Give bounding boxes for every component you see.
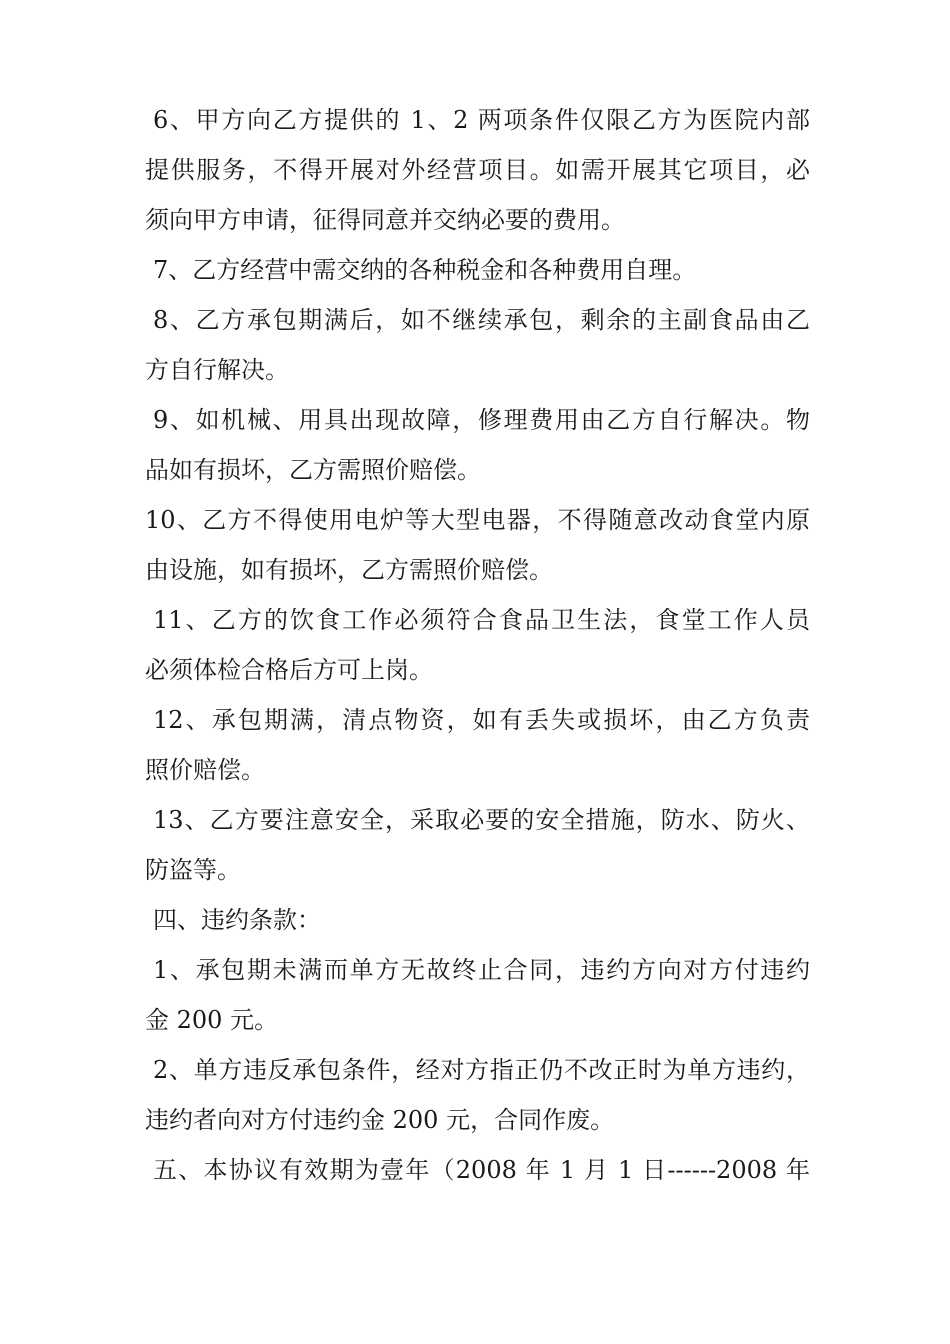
text-line: 6、甲方向乙方提供的 1、2 两项条件仅限乙方为医院内部 (153, 106, 810, 134)
text-line: 13、乙方要注意安全，采取必要的安全措施，防水、防火、 (153, 806, 810, 834)
text-line: 2、单方违反承包条件，经对方指正仍不改正时为单方违约， (153, 1056, 810, 1084)
text-line: 11、乙方的饮食工作必须符合食品卫生法，食堂工作人员 (153, 606, 810, 634)
text-line: 须向甲方申请，征得同意并交纳必要的费用。 (145, 206, 625, 234)
text-line: 违约者向对方付违约金 200 元，合同作废。 (145, 1106, 615, 1134)
text-line: 由设施，如有损坏，乙方需照价赔偿。 (145, 556, 553, 584)
text-line: 1、承包期未满而单方无故终止合同，违约方向对方付违约 (153, 956, 810, 984)
text-line: 四、违约条款： (153, 906, 321, 934)
text-line: 10、乙方不得使用电炉等大型电器，不得随意改动食堂内原 (145, 506, 810, 534)
text-line: 8、乙方承包期满后，如不继续承包，剩余的主副食品由乙 (153, 306, 810, 334)
text-line: 必须体检合格后方可上岗。 (145, 656, 433, 684)
text-line: 照价赔偿。 (145, 756, 265, 784)
text-line: 品如有损坏，乙方需照价赔偿。 (145, 456, 481, 484)
text-line: 提供服务，不得开展对外经营项目。如需开展其它项目，必 (145, 156, 810, 184)
text-line: 方自行解决。 (145, 356, 289, 384)
text-line: 9、如机械、用具出现故障，修理费用由乙方自行解决。物 (153, 406, 810, 434)
document-body (145, 95, 810, 1195)
text-line: 五、本协议有效期为壹年（2008 年 1 月 1 日------2008 年 (153, 1156, 810, 1184)
text-line: 防盗等。 (145, 856, 241, 884)
text-line: 12、承包期满，清点物资，如有丢失或损坏，由乙方负责 (153, 706, 810, 734)
text-line: 7、乙方经营中需交纳的各种税金和各种费用自理。 (153, 256, 697, 284)
text-line: 金 200 元。 (145, 1006, 279, 1034)
